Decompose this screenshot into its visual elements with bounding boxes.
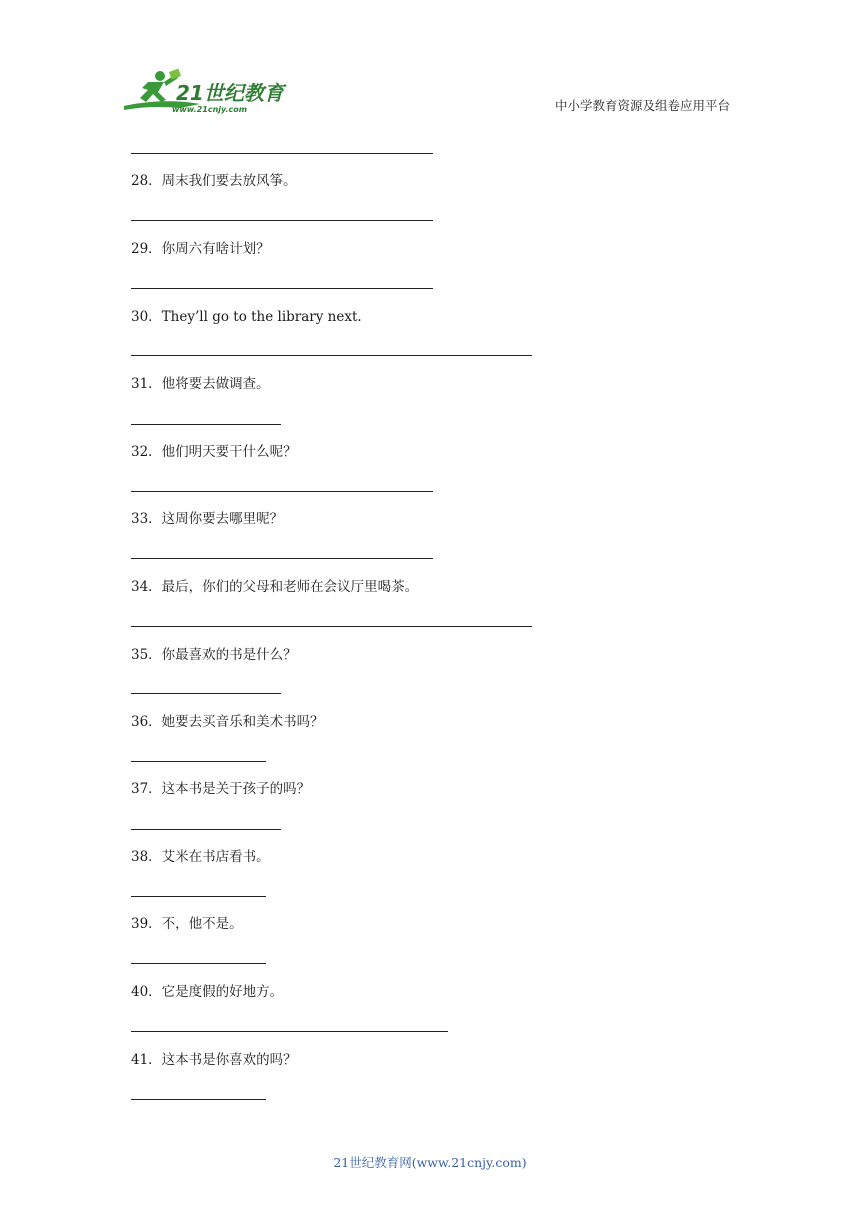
logo-text: 21世纪教育 bbox=[176, 81, 284, 105]
question-37: 37．这本书是关于孩子的吗？ bbox=[131, 781, 311, 797]
answer-line bbox=[131, 1099, 266, 1100]
question-39: 39．不，他不是。 bbox=[131, 916, 243, 932]
question-33: 33．这周你要去哪里呢？ bbox=[131, 511, 284, 527]
site-logo bbox=[120, 66, 290, 118]
answer-line bbox=[131, 491, 433, 492]
answer-line bbox=[131, 963, 266, 964]
question-30: 30．They’ll go to the library next. bbox=[131, 309, 362, 325]
question-40: 40．它是度假的好地方。 bbox=[131, 984, 284, 1000]
question-36: 36．她要去买音乐和美术书吗？ bbox=[131, 714, 324, 730]
answer-line bbox=[131, 829, 281, 830]
platform-tagline: 中小学教育资源及组卷应用平台 bbox=[554, 98, 730, 113]
answer-line bbox=[131, 1031, 448, 1032]
question-34: 34．最后，你们的父母和老师在会议厅里喝茶。 bbox=[131, 579, 419, 595]
answer-line bbox=[131, 153, 433, 154]
answer-line bbox=[131, 558, 433, 559]
question-38: 38．艾米在书店看书。 bbox=[131, 849, 270, 865]
question-35: 35．你最喜欢的书是什么？ bbox=[131, 647, 297, 663]
answer-line bbox=[131, 355, 532, 356]
answer-line bbox=[131, 288, 433, 289]
answer-line bbox=[131, 220, 433, 221]
runner-logo-icon bbox=[120, 66, 290, 118]
question-32: 32．他们明天要干什么呢？ bbox=[131, 444, 297, 460]
question-41: 41．这本书是你喜欢的吗？ bbox=[131, 1052, 297, 1068]
page-footer: 21世纪教育网(www.21cnjy.com) bbox=[333, 1155, 527, 1170]
answer-line bbox=[131, 424, 281, 425]
question-28: 28．周末我们要去放风筝。 bbox=[131, 173, 297, 189]
question-31: 31．他将要去做调查。 bbox=[131, 376, 270, 392]
answer-line bbox=[131, 693, 281, 694]
answer-line bbox=[131, 761, 266, 762]
answer-line bbox=[131, 626, 532, 627]
logo-url-text: www.21cnjy.com bbox=[172, 105, 248, 114]
answer-line bbox=[131, 896, 266, 897]
question-29: 29．你周六有啥计划？ bbox=[131, 241, 270, 257]
